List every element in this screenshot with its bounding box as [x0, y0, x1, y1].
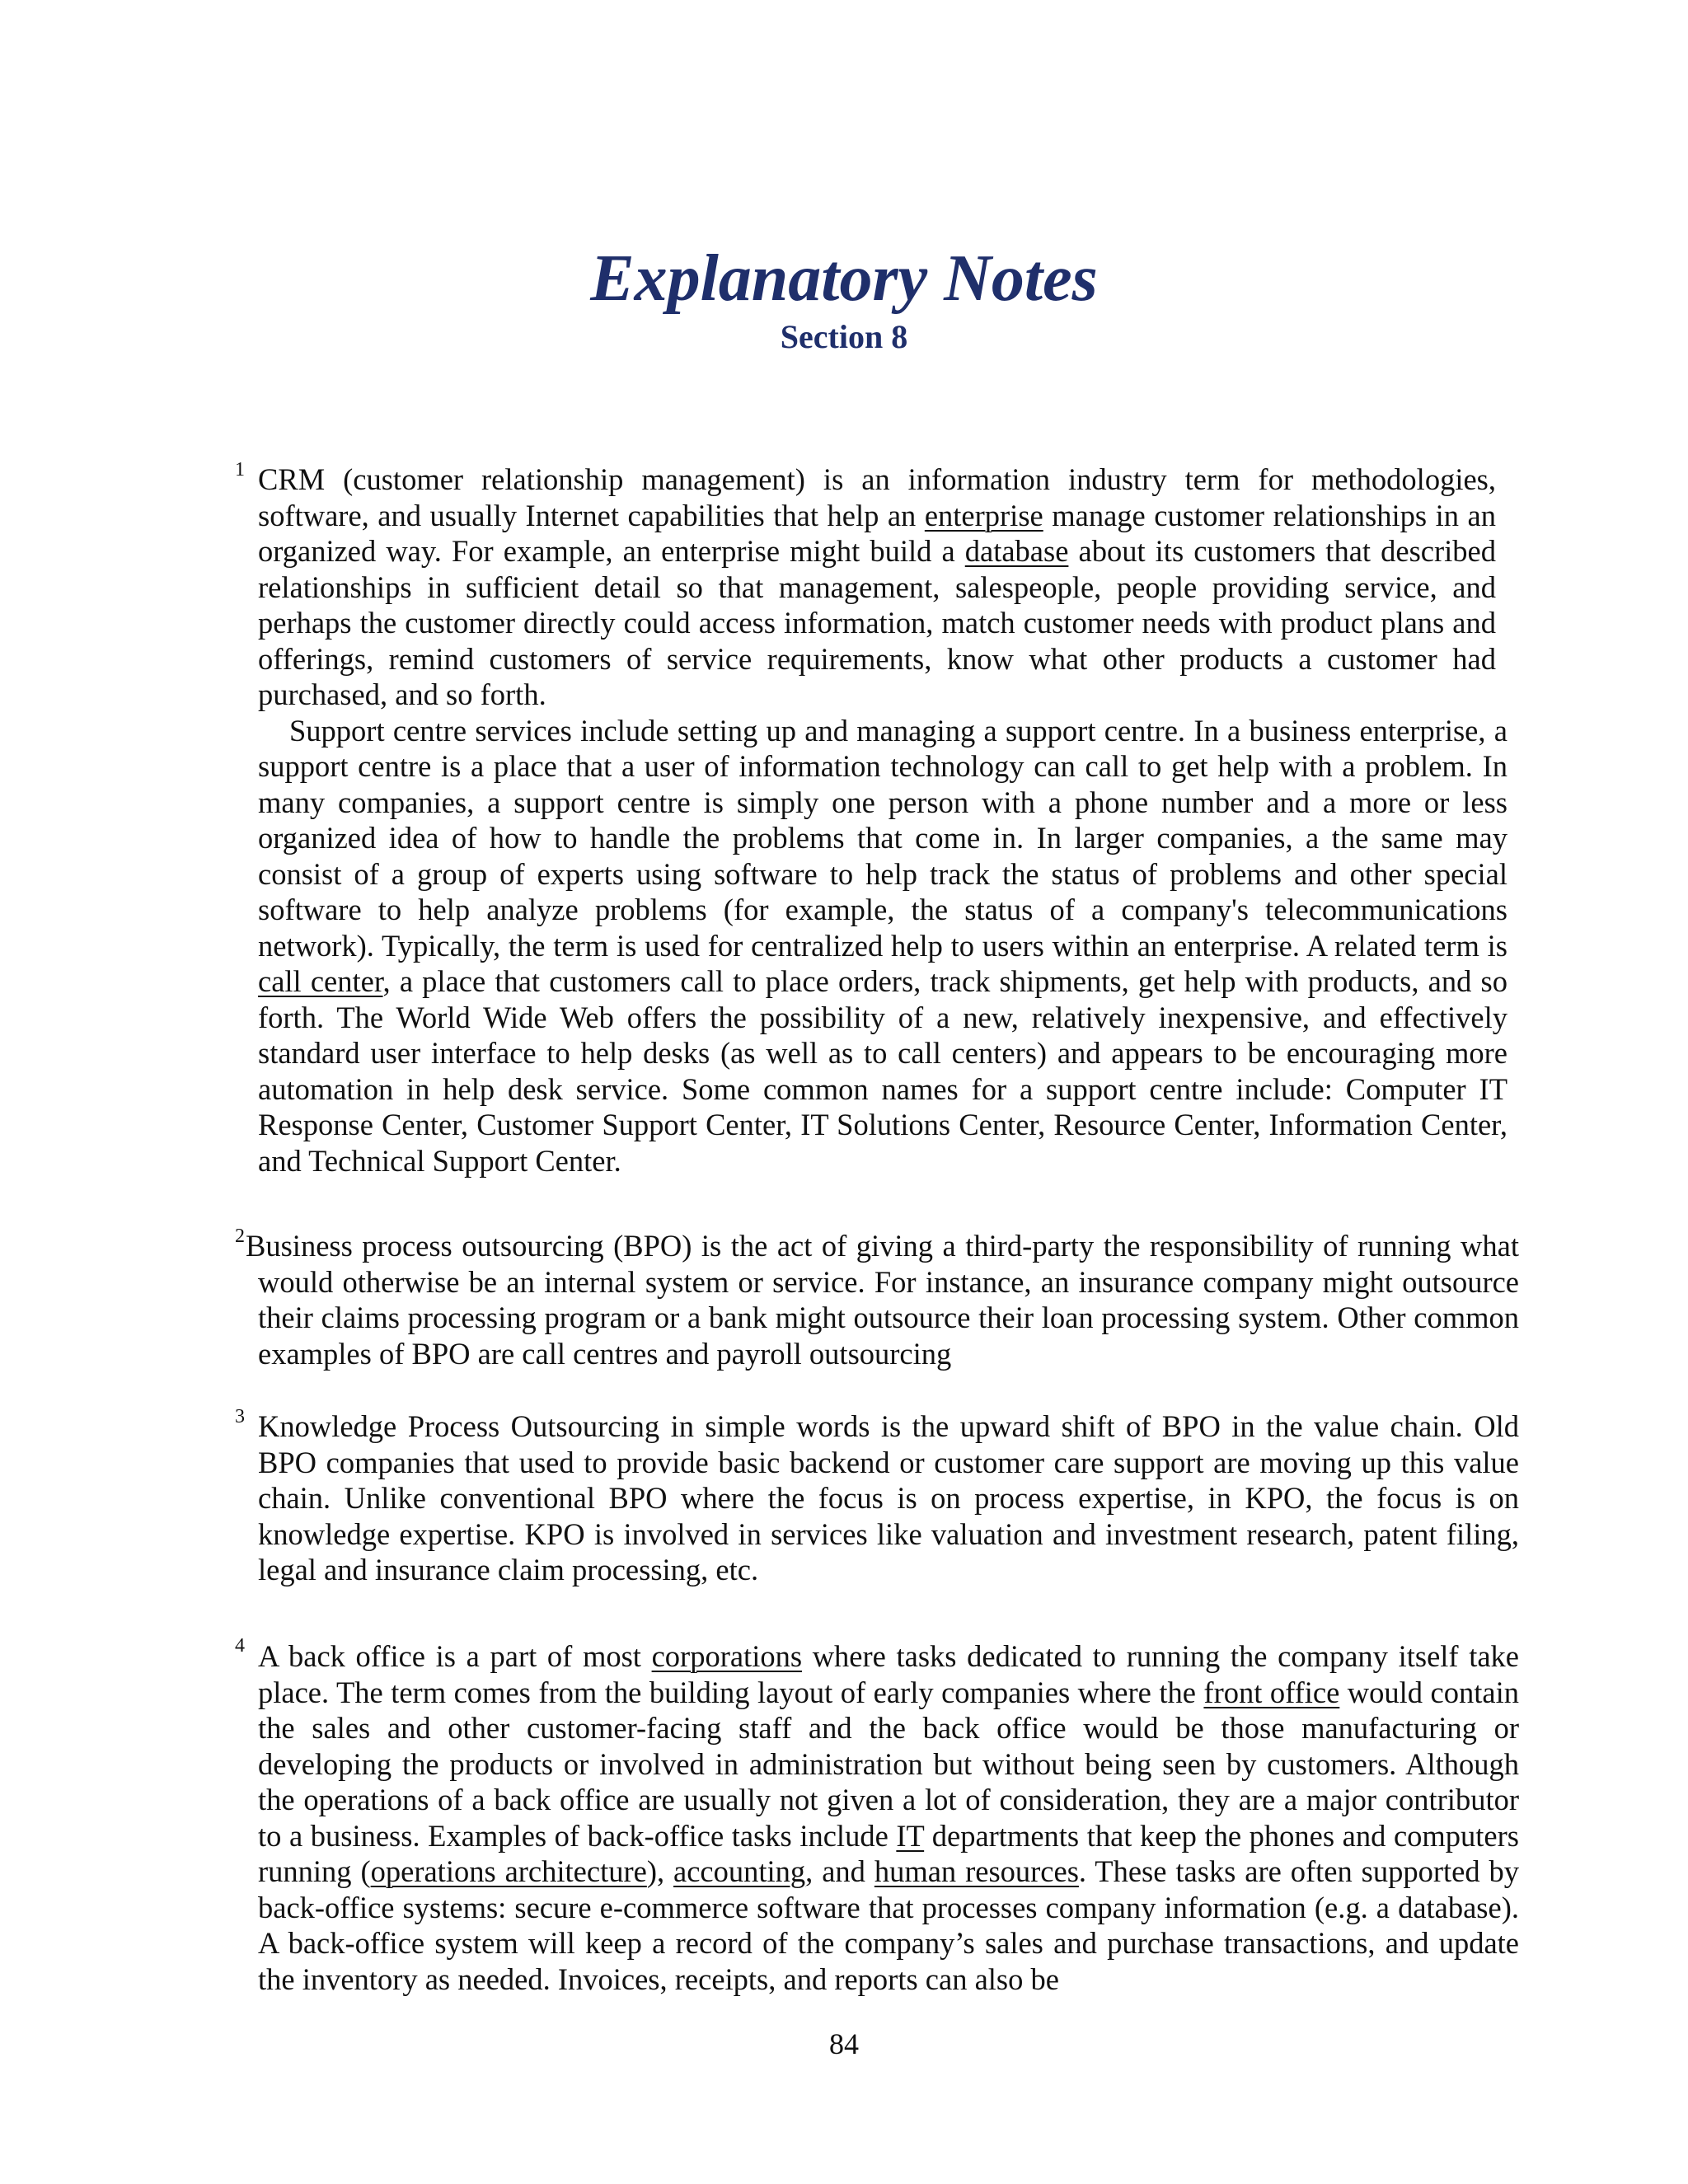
footnote-1-paragraph-2 — [258, 713, 1507, 1179]
note-text: CRM (customer relationship management) is an information industry term for methodologies, software, and usually Internet capabilities that help an — [258, 462, 1496, 532]
note-text: . These tasks are often supported by back-office systems: secure e-commerce software that processes company information (e.g. a database). A back-office system will keep a record of the company’s sales and purchase transactions, and update the inventory as needed. Invoices, receipts, and reports can also be — [258, 1854, 1520, 1996]
footnote-3 — [258, 1408, 1519, 1588]
footnote-2-paragraph — [246, 1228, 1519, 1371]
link-accounting[interactable]: accounting — [673, 1854, 806, 1888]
link-call-center[interactable]: call center — [258, 964, 383, 998]
footnote-marker: 1 — [235, 459, 245, 480]
footnote-2 — [246, 1228, 1519, 1371]
footnote-1 — [258, 462, 1507, 1179]
footnote-3-paragraph — [258, 1408, 1519, 1588]
link-corporations[interactable]: corporations — [651, 1639, 803, 1673]
note-text: , and — [805, 1854, 874, 1888]
footnote-marker: 2 — [235, 1226, 245, 1247]
note-text: , a place that customers call to place orders, track shipments, get help with products, and so forth. The World Wide Web offers the possibility of a new, relatively inexpensive, and effectively standard user interface to help desks (as well as to call centers) and appears to be encouraging more automation in help desk service. Some common names for a support centre include: Computer IT Response Center, Customer Support Center, IT Solutions Center, Resource Center, Information Center, and Technical Support Center. — [258, 964, 1507, 1178]
link-front-office[interactable]: front office — [1203, 1675, 1340, 1709]
footnote-4 — [258, 1638, 1519, 1997]
page-title: Explanatory Notes — [590, 242, 1098, 315]
note-text: ), — [646, 1854, 674, 1888]
note-text: where tasks dedicated to running the company itself take place. The term comes from the building layout of early companies where the — [258, 1639, 1520, 1709]
link-enterprise[interactable]: enterprise — [924, 498, 1043, 532]
note-text: departments that keep the phones and computers running ( — [258, 1818, 1519, 1888]
section-heading: Section 8 — [780, 318, 908, 355]
footnote-marker: 4 — [235, 1635, 245, 1657]
note-text: about its customers that described relationships in sufficient detail so that management, salespeople, people providing service, and perhaps the customer directly could access information, match customer needs with product plans and offerings, remind customers of service requirements, know what other products a customer had purchased, and so forth. — [258, 534, 1496, 711]
note-text: manage customer relationships in an organized way. For example, an enterprise might build a — [258, 498, 1496, 568]
page-number: 84 — [829, 2027, 859, 2060]
footnote-1-paragraph-1 — [258, 462, 1496, 713]
link-it[interactable]: IT — [896, 1818, 925, 1853]
note-text: Business process outsourcing (BPO) is the act of giving a third-party the responsibility of running what would otherwise be an internal system or service. For instance, an insurance company might outsource their claims processing program or a bank might outsource their loan processing system. Other common examples of BPO are call centres and payroll outsourcing — [246, 1229, 1519, 1371]
note-text: Knowledge Process Outsourcing in simple words is the upward shift of BPO in the value chain. Old BPO companies that used to provide basic backend or customer care support are moving up this value chain. Unlike conventional BPO where the focus is on process expertise, in KPO, the focus is on knowledge expertise. KPO is involved in services like valuation and investment research, patent filing, legal and insurance claim processing, etc. — [258, 1409, 1519, 1586]
note-text: would contain the sales and other customer-facing staff and the back office would be those manufacturing or developing the products or involved in administration but without being seen by customers. Although the operations of a back office are usually not given a lot of consideration, they are a major contributor to a business. Examples of back-office tasks include — [258, 1675, 1519, 1853]
note-text: A back office is a part of most — [258, 1639, 652, 1673]
link-database[interactable]: database — [964, 534, 1069, 568]
link-operations-architecture[interactable]: operations architecture — [370, 1854, 647, 1888]
footnote-4-paragraph — [258, 1638, 1519, 1997]
note-text: Support centre services include setting up and managing a support centre. In a business enterprise, a support centre is a place that a user of information technology can call to get help with a problem. In many companies, a support centre is simply one person with a phone number and a more or less organized idea of how to handle the problems that come in. In larger companies, a the same may consist of a group of experts using software to help track the status of problems and other special software to help analyze problems (for example, the status of a company's telecommunications network). Typically, the term is used for centralized help to users within an enterprise. A related term is — [258, 713, 1507, 963]
link-human-resources[interactable]: human resources — [874, 1854, 1079, 1888]
footnote-marker: 3 — [235, 1406, 245, 1427]
